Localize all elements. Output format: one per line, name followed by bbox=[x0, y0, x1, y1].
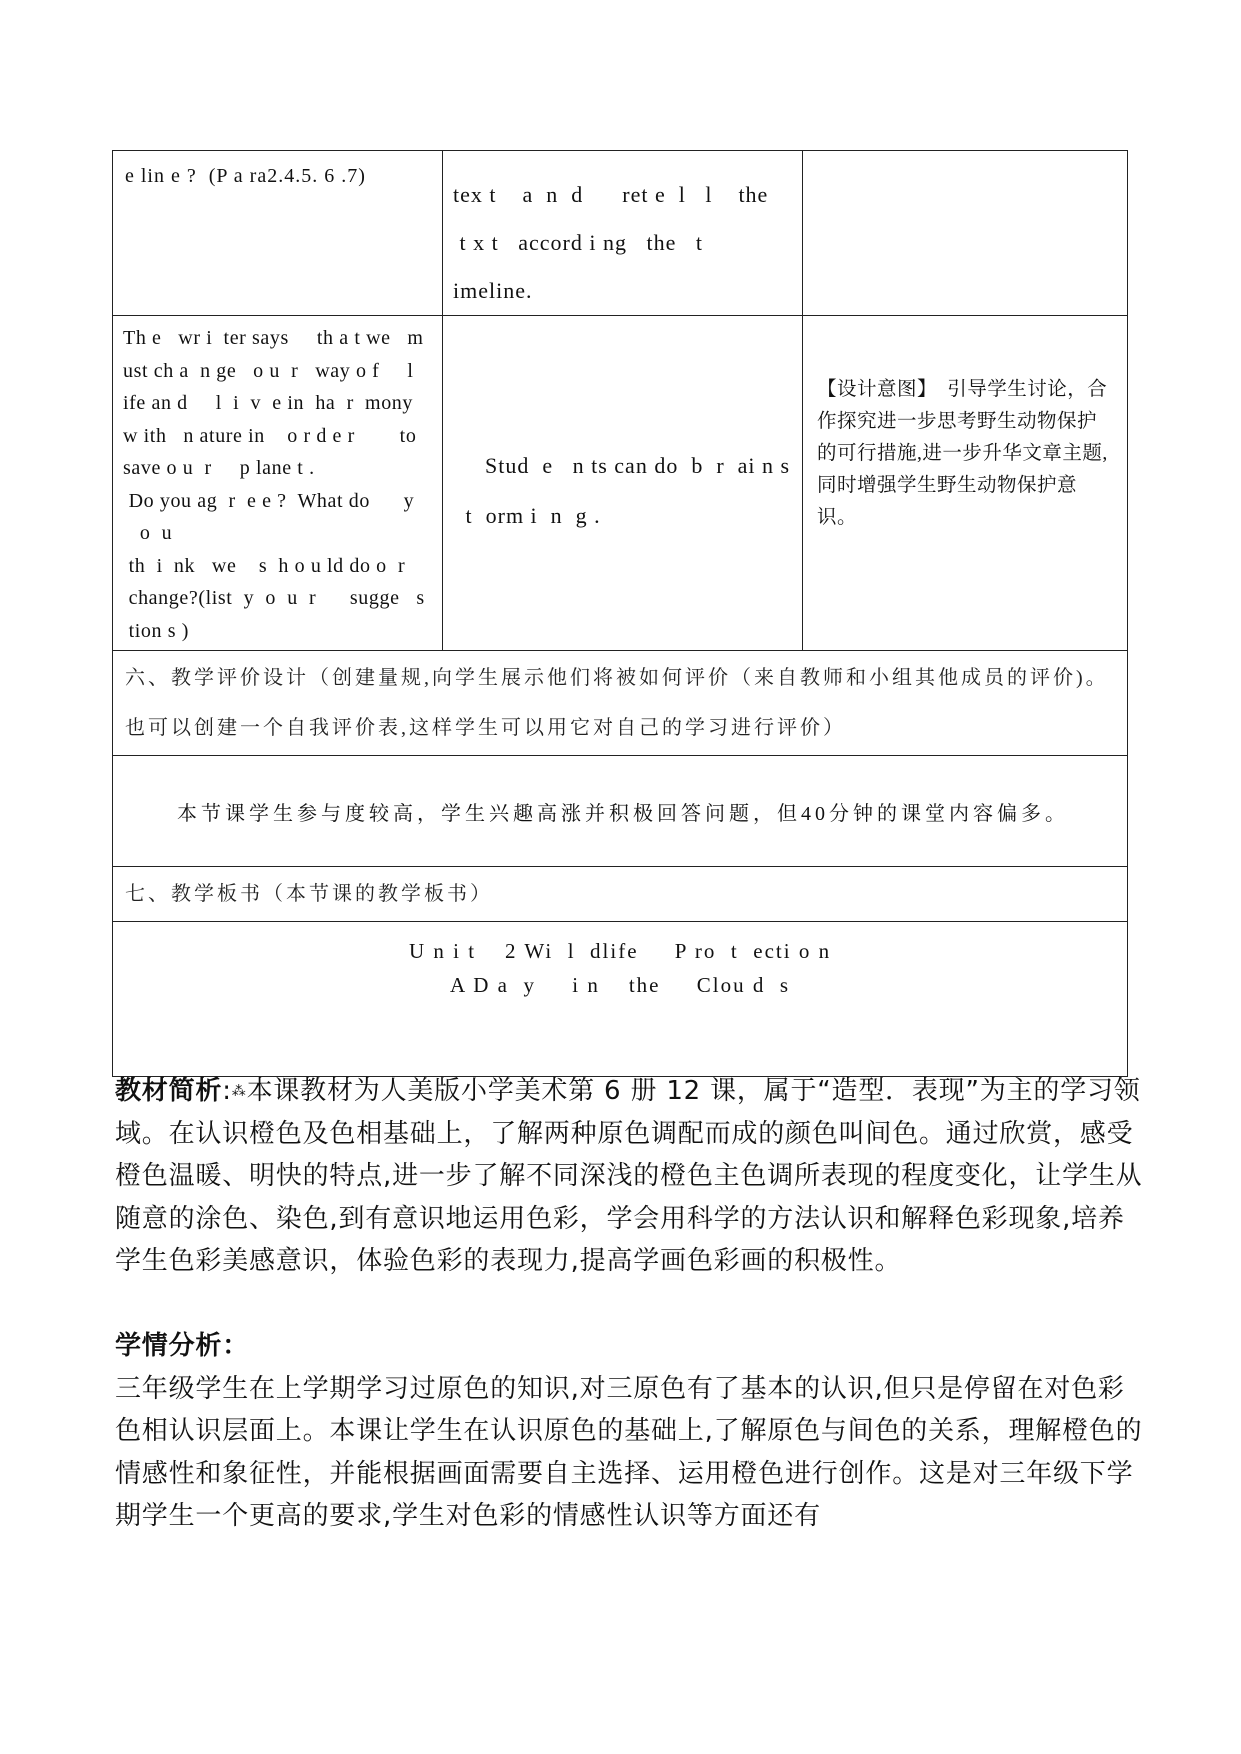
activity-text: tex t a n d ret e l l the t x t accord i ng the t imeline. bbox=[453, 182, 769, 303]
intent-cell bbox=[803, 316, 1128, 651]
student-analysis-label: 学情分析： bbox=[115, 1331, 250, 1361]
evaluation-heading: 六、教学评价设计（创建量规,向学生展示他们将被如何评价（来自教师和小组其他成员的评价)。也可以创建一个自我评价表,这样学生可以用它对自己的学习进行评价） bbox=[125, 667, 1109, 739]
blackboard-cell bbox=[113, 922, 1128, 1077]
board-subtitle-line: A D a y i n the Clou d s bbox=[450, 973, 790, 997]
question-cell bbox=[113, 151, 443, 316]
inline-mark-icon: ⁂ bbox=[231, 1083, 247, 1100]
table-row bbox=[113, 922, 1128, 1077]
label-colon: : bbox=[222, 1076, 232, 1106]
board-heading-cell bbox=[113, 867, 1128, 922]
evaluation-content-cell bbox=[113, 756, 1128, 867]
question-text: e lin e ? (P a ra2.4.5. 6 .7) bbox=[125, 165, 366, 187]
evaluation-heading-cell bbox=[113, 651, 1128, 756]
table-row bbox=[113, 651, 1128, 756]
table-row bbox=[113, 867, 1128, 922]
intent-cell bbox=[803, 151, 1128, 316]
textbook-analysis bbox=[115, 1070, 1145, 1283]
activity-cell bbox=[443, 316, 803, 651]
board-title-line: U n i t 2 Wi l dlife P ro t ecti o n bbox=[408, 939, 832, 963]
table-row bbox=[113, 316, 1128, 651]
table-row bbox=[113, 151, 1128, 316]
question-text: Th e wr i ter says th a t we m ust ch a n ge o u r way o f l ife an d l i v e in ha r mony w ith n ature in o r d e r to save o u r p lane t . Do you ag r e e ? What do y o u th i nk we s h o u ld do o r change?(list y o u r sugge s tion s ) bbox=[123, 327, 425, 642]
activity-text: Stud e n ts can do b r ai n s t orm i n g . bbox=[465, 453, 791, 528]
student-analysis bbox=[115, 1325, 1145, 1538]
table-row bbox=[113, 756, 1128, 867]
activity-cell bbox=[443, 151, 803, 316]
textbook-analysis-label: 教材简析 bbox=[115, 1076, 223, 1106]
textbook-analysis-text: 本课教材为人美版小学美术第 6 册 12 课，属于“造型．表现”为主的学习领域。在认识橙色及色相基础上，了解两种原色调配而成的颜色叫间色。通过欣赏，感受橙色温暖、明快的特点,进一步了解不同深浅的橙色主色调所表现的程度变化，让学生从随意的涂色、染色,到有意识地运用色彩，学会用科学的方法认识和解释色彩现象,培养学生色彩美感意识，体验色彩的表现力,提高学画色彩画的积极性。 bbox=[115, 1076, 1143, 1277]
student-analysis-text: 三年级学生在上学期学习过原色的知识,对三原色有了基本的认识,但只是停留在对色彩色相认识层面上。本课让学生在认识原色的基础上,了解原色与间色的关系，理解橙色的情感性和象征性，并能根据画面需要自主选择、运用橙色进行创作。这是对三年级下学期学生一个更高的要求,学生对色彩的情感性认识等方面还有 bbox=[115, 1373, 1143, 1531]
lesson-plan-table bbox=[112, 150, 1128, 1077]
evaluation-content: 本节课学生参与度较高，学生兴趣高涨并积极回答问题，但40分钟的课堂内容偏多。 bbox=[177, 802, 1069, 825]
board-heading: 七、教学板书（本节课的教学板书） bbox=[125, 883, 493, 905]
design-intent-text: 【设计意图】 引导学生讨论，合作探究进一步思考野生动物保护的可行措施,进一步升华文章主题,同时增强学生野生动物保护意识。 bbox=[817, 379, 1108, 528]
question-cell bbox=[113, 316, 443, 651]
